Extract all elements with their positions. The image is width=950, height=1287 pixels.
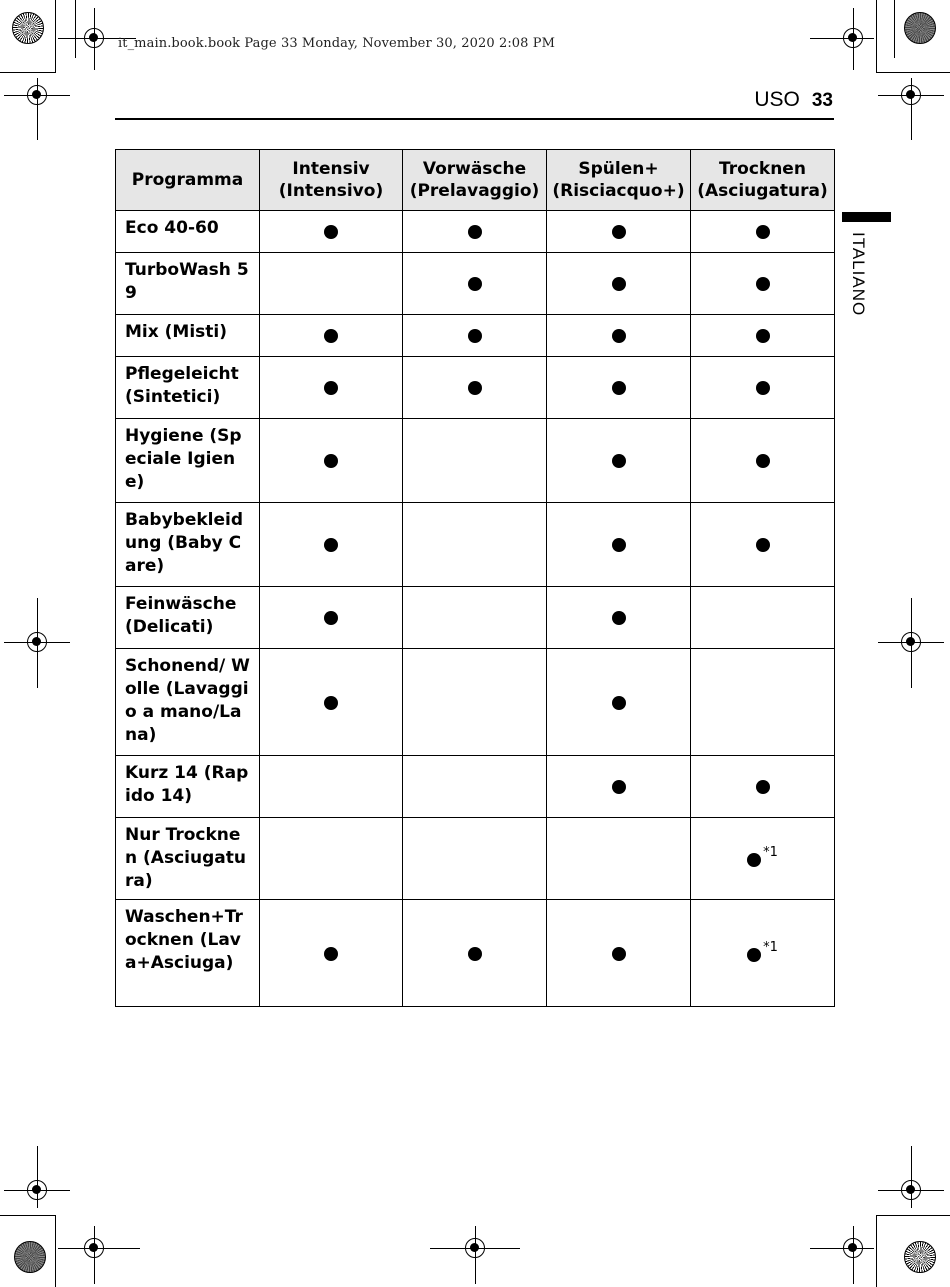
option-cell (691, 419, 835, 503)
available-dot-icon (468, 277, 482, 291)
program-name-cell: Mix (Misti) (116, 315, 260, 357)
program-name-cell: Feinwäsche (Delicati) (116, 587, 260, 649)
available-dot-icon (612, 780, 626, 794)
registration-mark (901, 632, 921, 652)
option-cell (403, 818, 547, 900)
option-cell (547, 649, 691, 756)
option-cell (260, 357, 403, 419)
option-cell (403, 503, 547, 587)
available-dot-icon (756, 225, 770, 239)
available-dot-icon (747, 853, 761, 867)
option-cell (691, 315, 835, 357)
column-header-dry: Trocknen (Asciugatura) (691, 150, 835, 211)
option-cell (403, 649, 547, 756)
table-row (116, 357, 835, 419)
table-row (116, 818, 835, 900)
available-dot-icon (612, 225, 626, 239)
crosshair-line (810, 38, 874, 39)
available-dot-icon (756, 780, 770, 794)
available-dot-icon (612, 454, 626, 468)
table-row (116, 211, 835, 253)
registration-mark (901, 85, 921, 105)
crop-mark (876, 1215, 950, 1216)
option-cell (403, 756, 547, 818)
option-cell (691, 503, 835, 587)
column-header-prewash: Vorwäsche (Prelavaggio) (403, 150, 547, 211)
available-dot-icon (756, 538, 770, 552)
registration-mark (27, 1180, 47, 1200)
available-dot-icon (612, 947, 626, 961)
option-cell (547, 756, 691, 818)
option-cell (260, 649, 403, 756)
option-cell (547, 503, 691, 587)
available-dot-icon (612, 611, 626, 625)
table-row (116, 253, 835, 315)
program-name-cell: Kurz 14 (Rapido 14) (116, 756, 260, 818)
crop-mark (75, 0, 76, 58)
program-name-cell: TurboWash 59 (116, 253, 260, 315)
option-cell (691, 756, 835, 818)
available-dot-icon (324, 538, 338, 552)
column-header-program: Programma (116, 150, 260, 211)
registration-rosette-bottom-right (904, 1241, 936, 1273)
registration-mark (843, 1238, 863, 1258)
option-cell (403, 253, 547, 315)
section-title: USO (754, 88, 800, 111)
available-dot-icon (612, 329, 626, 343)
program-options-table (115, 149, 835, 1007)
option-cell (547, 253, 691, 315)
table-header-row (116, 150, 835, 211)
option-cell (260, 503, 403, 587)
available-dot-icon (324, 947, 338, 961)
footnote-marker: *1 (763, 845, 778, 860)
column-header-rinse-plus: Spülen+ (Risciacquo+) (547, 150, 691, 211)
page-number: 33 (811, 90, 833, 111)
available-dot-icon (324, 381, 338, 395)
registration-mark (84, 28, 104, 48)
footnote-marker: *1 (763, 939, 778, 955)
available-dot-icon (324, 454, 338, 468)
registration-mark (843, 28, 863, 48)
option-cell (403, 211, 547, 253)
header-rule (115, 118, 834, 120)
option-cell (691, 587, 835, 649)
available-dot-icon (468, 225, 482, 239)
table-row (116, 315, 835, 357)
option-cell (260, 419, 403, 503)
crop-mark (876, 1215, 877, 1287)
option-cell (547, 587, 691, 649)
registration-mark (465, 1238, 485, 1258)
running-head (754, 88, 833, 112)
table-row (116, 587, 835, 649)
table-row (116, 900, 835, 1007)
option-cell (691, 357, 835, 419)
option-cell (691, 818, 835, 900)
available-dot-icon (324, 611, 338, 625)
available-dot-icon (324, 329, 338, 343)
option-cell (547, 357, 691, 419)
crop-mark (55, 1215, 56, 1287)
crop-mark (876, 72, 950, 73)
option-cell (547, 315, 691, 357)
option-cell (260, 818, 403, 900)
crop-mark (0, 72, 56, 73)
registration-rosette-bottom-left (14, 1241, 46, 1273)
available-dot-icon (612, 277, 626, 291)
crop-mark (894, 0, 895, 58)
option-cell (691, 900, 835, 1007)
available-dot-icon (468, 381, 482, 395)
registration-mark (901, 1180, 921, 1200)
option-cell (547, 419, 691, 503)
available-dot-icon (756, 329, 770, 343)
program-name-cell: Hygiene (Speciale Igiene) (116, 419, 260, 503)
option-cell (547, 900, 691, 1007)
available-dot-icon (756, 277, 770, 291)
registration-rosette-top-right (904, 12, 936, 44)
available-dot-icon (612, 538, 626, 552)
table-row (116, 503, 835, 587)
crop-mark (876, 0, 877, 72)
available-dot-icon (468, 947, 482, 961)
program-name-cell: Nur Trocknen (Asciugatura) (116, 818, 260, 900)
available-dot-icon (756, 454, 770, 468)
program-name-cell: Waschen+Trocknen (Lava+Asciuga) (116, 900, 260, 1007)
registration-mark (84, 1238, 104, 1258)
language-tab-label: ITALIANO (849, 232, 868, 317)
option-cell (403, 587, 547, 649)
option-cell (403, 900, 547, 1007)
option-cell (547, 818, 691, 900)
option-cell (260, 900, 403, 1007)
table-row (116, 649, 835, 756)
program-name-cell: Schonend/ Wolle (Lavaggio a mano/Lana) (116, 649, 260, 756)
print-slug: it_main.book.book Page 33 Monday, November 30, 2020 2:08 PM (118, 36, 556, 51)
available-dot-icon (324, 225, 338, 239)
available-dot-icon (468, 329, 482, 343)
option-cell (691, 649, 835, 756)
crop-mark (0, 1215, 56, 1216)
program-name-cell: Eco 40-60 (116, 211, 260, 253)
table-row (116, 419, 835, 503)
program-name-cell: Pflegeleicht (Sintetici) (116, 357, 260, 419)
option-cell (260, 253, 403, 315)
option-cell (403, 419, 547, 503)
table-body (116, 211, 835, 1007)
program-name-cell: Babybekleidung (Baby Care) (116, 503, 260, 587)
crop-mark (55, 0, 56, 72)
registration-rosette-top-left (12, 12, 44, 44)
available-dot-icon (747, 948, 761, 962)
option-cell (260, 315, 403, 357)
option-cell (403, 315, 547, 357)
option-cell (547, 211, 691, 253)
option-cell (691, 211, 835, 253)
language-tab-bar (842, 212, 891, 222)
column-header-intensive: Intensiv (Intensivo) (260, 150, 403, 211)
crosshair-line (810, 1248, 874, 1249)
option-cell (260, 587, 403, 649)
option-cell (260, 756, 403, 818)
registration-mark (27, 85, 47, 105)
table-row (116, 756, 835, 818)
option-cell (260, 211, 403, 253)
available-dot-icon (612, 696, 626, 710)
available-dot-icon (612, 381, 626, 395)
option-cell (691, 253, 835, 315)
option-cell (403, 357, 547, 419)
available-dot-icon (756, 381, 770, 395)
available-dot-icon (324, 696, 338, 710)
registration-mark (27, 632, 47, 652)
